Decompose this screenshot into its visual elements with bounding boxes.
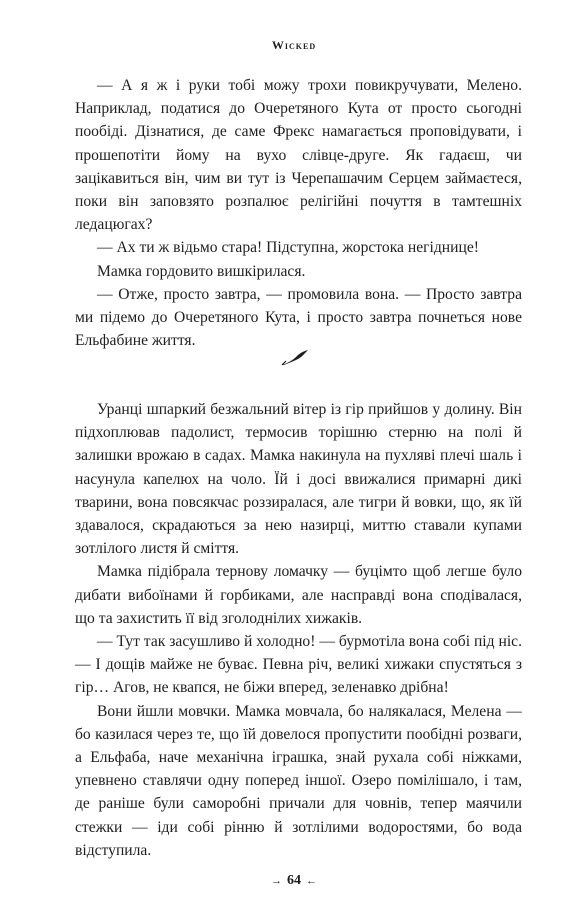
paragraph: — Тут так засушливо й холодно! — бурмотіла вона собі під ніс. — І дощів майже не буває. Певна річ, великі хижаки спустяться з гір… Агов, не квапся, не біжи вперед, зеленавко дрібна! (75, 633, 522, 697)
paragraph: Мамка підібрала тернову ломачку — буцімто щоб легше було дибати вибоїнами й горбиками, але насправді вона сподівалася, що та захистить її від зголоднілих хижаків. (75, 563, 522, 627)
folio-left-mark: → (271, 875, 282, 887)
quill-pen-icon (280, 348, 310, 368)
page-number (0, 873, 588, 889)
text-section-one (75, 74, 522, 352)
paragraph: — Ах ти ж відьмо стара! Підступна, жорстока негіднице! (97, 239, 479, 257)
paragraph: Уранці шпаркий безжальний вітер із гір прийшов у долину. Він підхоплював падолист, термосив торішню стерню на полі й залишки врожаю в садах. Мамка накинула на пухляві плечі шаль і насунула капелюх на чоло. Їй і досі ввижалися примарні дикі тварини, вона повсякчас роззиралася, але тигри й вовки, що, як їй здавалося, скрадаються за нею назирці, миттю ставали купами зотлілого листя й сміття. (75, 401, 522, 558)
folio-right-mark: ← (306, 875, 317, 887)
page-number-value: 64 (287, 873, 301, 888)
paragraph: Мамка гордовито вишкірилася. (97, 262, 306, 280)
running-head: Wicked (271, 38, 317, 52)
paragraph: — А я ж і руки тобі можу трохи повикручувати, Мелено. Наприклад, податися до Очеретяного Кута от просто сьогодні пообіді. Дізнатися, де саме Фрекс намагається проповідувати, і прошепотіти йому на вухо слівце-друге. Як гадаєш, чи зацікавиться він, чим ви тут із Черепашачим Серцем займаєтеся, поки він заповзято розпалює релігійні почуття в тамтешніх ледацюгах? (75, 77, 522, 234)
text-section-two (75, 398, 522, 862)
paragraph: Вони йшли мовчки. Мамка мовчала, бо налякалася, Мелена — бо казилася через те, що їй довелося пропустити пообідні розваги, а Ельфаба, наче механічна іграшка, знай рухала собі ніжками, упевнено ставлячи одну поперед іншої. Озеро помілішало, і там, де раніше були саморобні причали для човнів, тепер маячили стежки — іди собі рінню й зотлілими водоростями, бо вода відступила. (75, 702, 522, 859)
paragraph: — Отже, просто завтра, — промовила вона. — Просто завтра ми підемо до Очеретяного Кута, і просто завтра почнеться нове Ельфабине життя. (75, 285, 522, 350)
